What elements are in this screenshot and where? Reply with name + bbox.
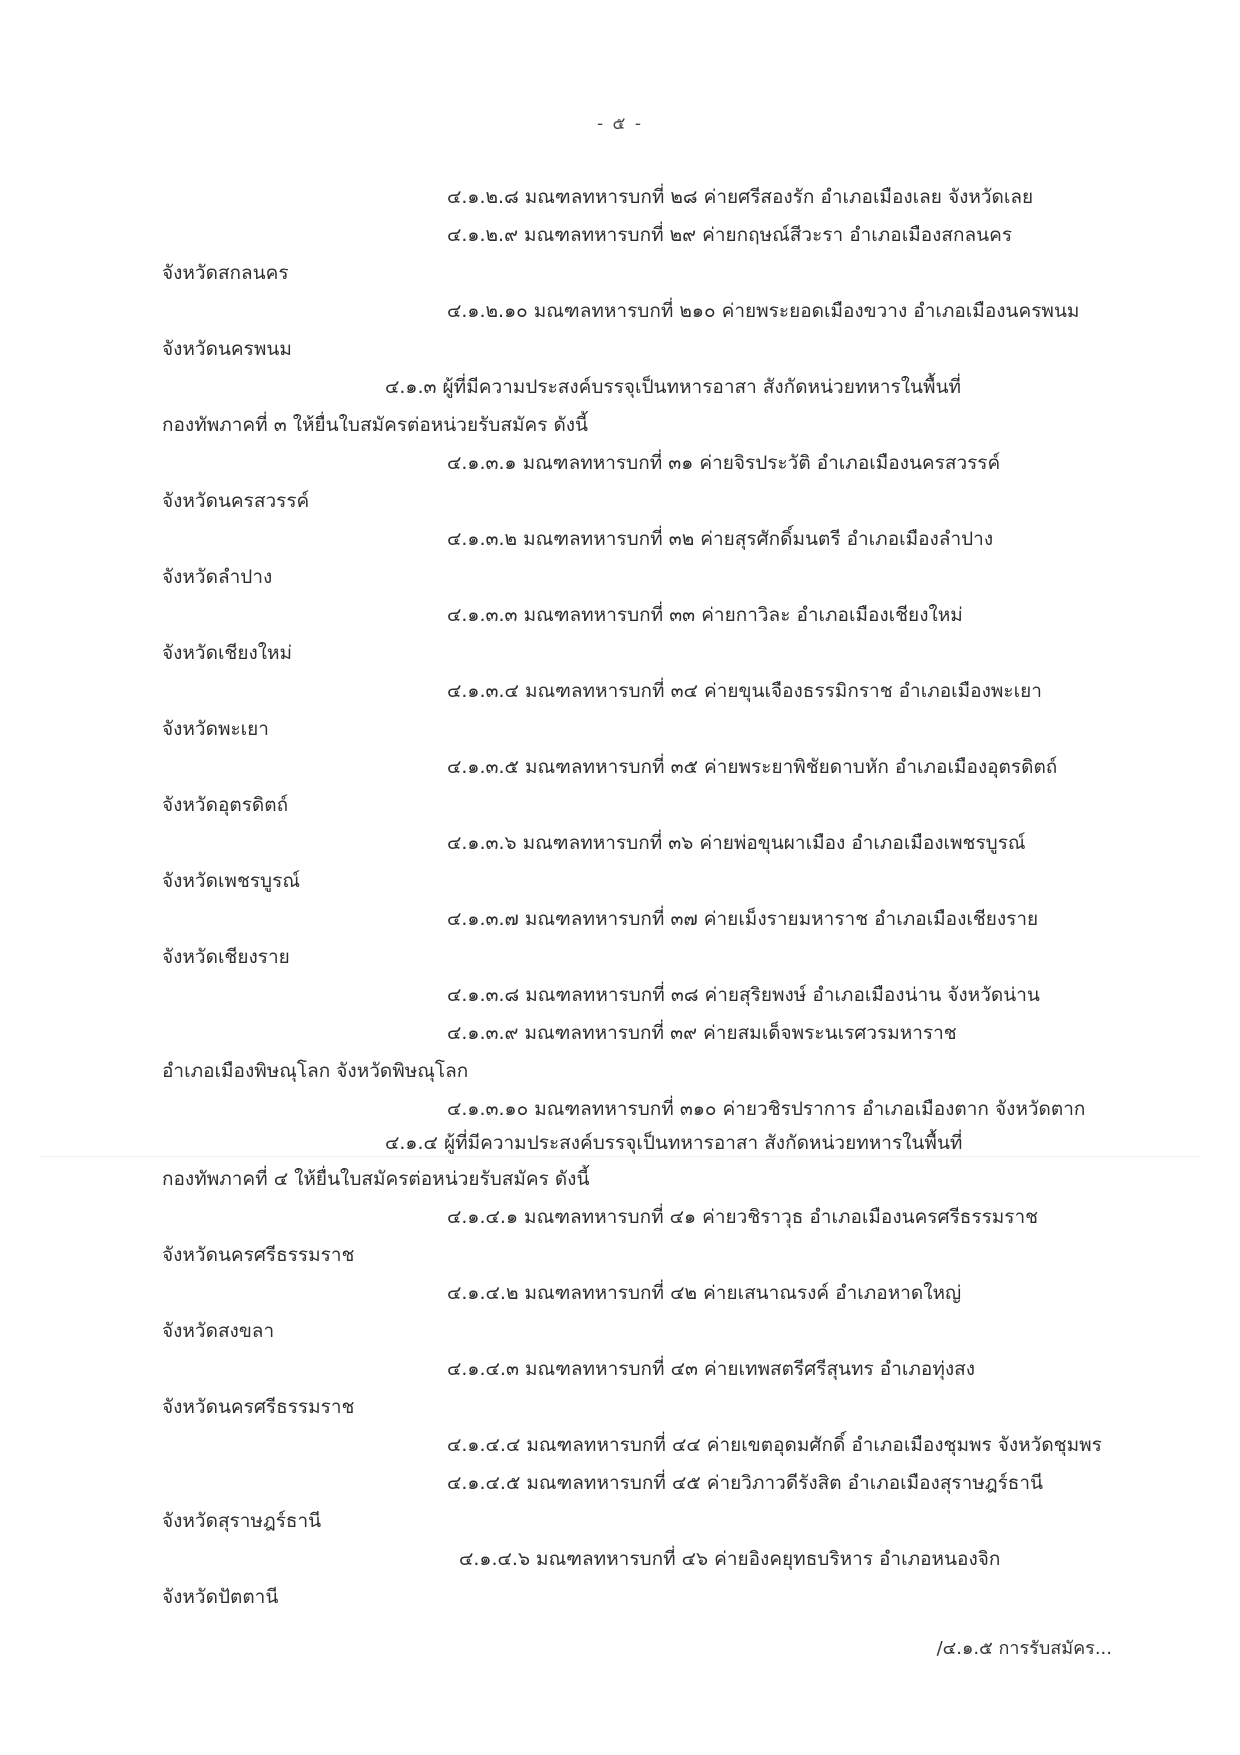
text-line-continuation: จังหวัดพะเยา: [162, 718, 269, 740]
text-line-continuation: จังหวัดสุราษฎร์ธานี: [162, 1510, 322, 1532]
list-item-line: ๔.๑.๒.๘ มณฑลทหารบกที่ ๒๘ ค่ายศรีสองรัก อำเภอเมืองเลย จังหวัดเลย: [447, 186, 1034, 208]
list-item-line: ๔.๑.๔.๖ มณฑลทหารบกที่ ๔๖ ค่ายอิงคยุทธบริหาร อำเภอหนองจิก: [459, 1548, 1001, 1570]
text-line-continuation: จังหวัดสงขลา: [162, 1320, 275, 1342]
list-item-line: ๔.๑.๒.๑๐ มณฑลทหารบกที่ ๒๑๐ ค่ายพระยอดเมืองขวาง อำเภอเมืองนครพนม: [447, 300, 1080, 322]
text-line-continuation: กองทัพภาคที่ ๓ ให้ยื่นใบสมัครต่อหน่วยรับสมัคร ดังนี้: [162, 414, 589, 436]
text-line-continuation: อำเภอเมืองพิษณุโลก จังหวัดพิษณุโลก: [162, 1060, 469, 1082]
text-line-continuation: จังหวัดเพชรบูรณ์: [162, 870, 300, 892]
text-line-continuation: จังหวัดนครศรีธรรมราช: [162, 1244, 355, 1266]
list-item-line: ๔.๑.๓.๖ มณฑลทหารบกที่ ๓๖ ค่ายพ่อขุนผาเมือง อำเภอเมืองเพชรบูรณ์: [447, 832, 1026, 854]
text-line-continuation: จังหวัดนครสวรรค์: [162, 490, 310, 512]
list-item-line: ๔.๑.๔.๓ มณฑลทหารบกที่ ๔๓ ค่ายเทพสตรีศรีสุนทร อำเภอทุ่งสง: [447, 1358, 975, 1380]
list-item-line: ๔.๑.๔.๑ มณฑลทหารบกที่ ๔๑ ค่ายวชิราวุธ อำเภอเมืองนครศรีธรรมราช: [447, 1206, 1039, 1228]
list-item-line: ๔.๑.๔.๒ มณฑลทหารบกที่ ๔๒ ค่ายเสนาณรงค์ อำเภอหาดใหญ่: [447, 1282, 962, 1304]
list-item-line: ๔.๑.๔.๕ มณฑลทหารบกที่ ๔๕ ค่ายวิภาวดีรังสิต อำเภอเมืองสุราษฎร์ธานี: [447, 1472, 1044, 1494]
list-item-line: ๔.๑.๓.๘ มณฑลทหารบกที่ ๓๘ ค่ายสุริยพงษ์ อำเภอเมืองน่าน จังหวัดน่าน: [447, 984, 1040, 1006]
list-item-line: ๔.๑.๓.๔ มณฑลทหารบกที่ ๓๔ ค่ายขุนเจืองธรรมิกราช อำเภอเมืองพะเยา: [447, 680, 1042, 702]
text-line-continuation: กองทัพภาคที่ ๔ ให้ยื่นใบสมัครต่อหน่วยรับสมัคร ดังนี้: [162, 1168, 590, 1190]
list-item-line: ๔.๑.๓.๕ มณฑลทหารบกที่ ๓๕ ค่ายพระยาพิชัยดาบหัก อำเภอเมืองอุตรดิตถ์: [447, 756, 1058, 778]
text-line-continuation: จังหวัดอุตรดิตถ์: [162, 794, 289, 816]
list-item-line: ๔.๑.๔.๔ มณฑลทหารบกที่ ๔๔ ค่ายเขตอุดมศักดิ์ อำเภอเมืองชุมพร จังหวัดชุมพร: [447, 1434, 1102, 1456]
text-line-continuation: จังหวัดนครศรีธรรมราช: [162, 1396, 355, 1418]
continuation-marker: /๔.๑.๕ การรับสมัคร...: [936, 1638, 1112, 1659]
list-item-line: ๔.๑.๓.๙ มณฑลทหารบกที่ ๓๙ ค่ายสมเด็จพระนเรศวรมหาราช: [447, 1022, 957, 1044]
text-line-continuation: จังหวัดเชียงใหม่: [162, 642, 293, 664]
page-number: - ๕ -: [597, 114, 643, 134]
list-item-line: ๔.๑.๓.๒ มณฑลทหารบกที่ ๓๒ ค่ายสุรศักดิ์มนตรี อำเภอเมืองลำปาง: [447, 528, 994, 550]
list-item-line: ๔.๑.๓.๗ มณฑลทหารบกที่ ๓๗ ค่ายเม็งรายมหาราช อำเภอเมืองเชียงราย: [447, 908, 1039, 930]
list-item-line: ๔.๑.๓.๓ มณฑลทหารบกที่ ๓๓ ค่ายกาวิละ อำเภอเมืองเชียงใหม่: [447, 604, 963, 626]
list-item-line: ๔.๑.๓.๑๐ มณฑลทหารบกที่ ๓๑๐ ค่ายวชิรปราการ อำเภอเมืองตาก จังหวัดตาก: [447, 1098, 1086, 1120]
list-item-line: ๔.๑.๒.๙ มณฑลทหารบกที่ ๒๙ ค่ายกฤษณ์สีวะรา อำเภอเมืองสกลนคร: [447, 224, 1013, 246]
list-item-line: ๔.๑.๓.๑ มณฑลทหารบกที่ ๓๑ ค่ายจิรประวัติ อำเภอเมืองนครสวรรค์: [447, 452, 1001, 474]
section-heading-line: ๔.๑.๔ ผู้ที่มีความประสงค์บรรจุเป็นทหารอาสา สังกัดหน่วยทหารในพื้นที่: [385, 1132, 963, 1154]
text-line-continuation: จังหวัดปัตตานี: [162, 1586, 279, 1608]
section-heading-line: ๔.๑.๓ ผู้ที่มีความประสงค์บรรจุเป็นทหารอาสา สังกัดหน่วยทหารในพื้นที่: [385, 376, 962, 398]
text-line-continuation: จังหวัดนครพนม: [162, 338, 292, 360]
text-line-continuation: จังหวัดสกลนคร: [162, 262, 289, 284]
text-line-continuation: จังหวัดลำปาง: [162, 566, 273, 588]
scan-artifact-line: [40, 1156, 1200, 1157]
text-line-continuation: จังหวัดเชียงราย: [162, 946, 290, 968]
